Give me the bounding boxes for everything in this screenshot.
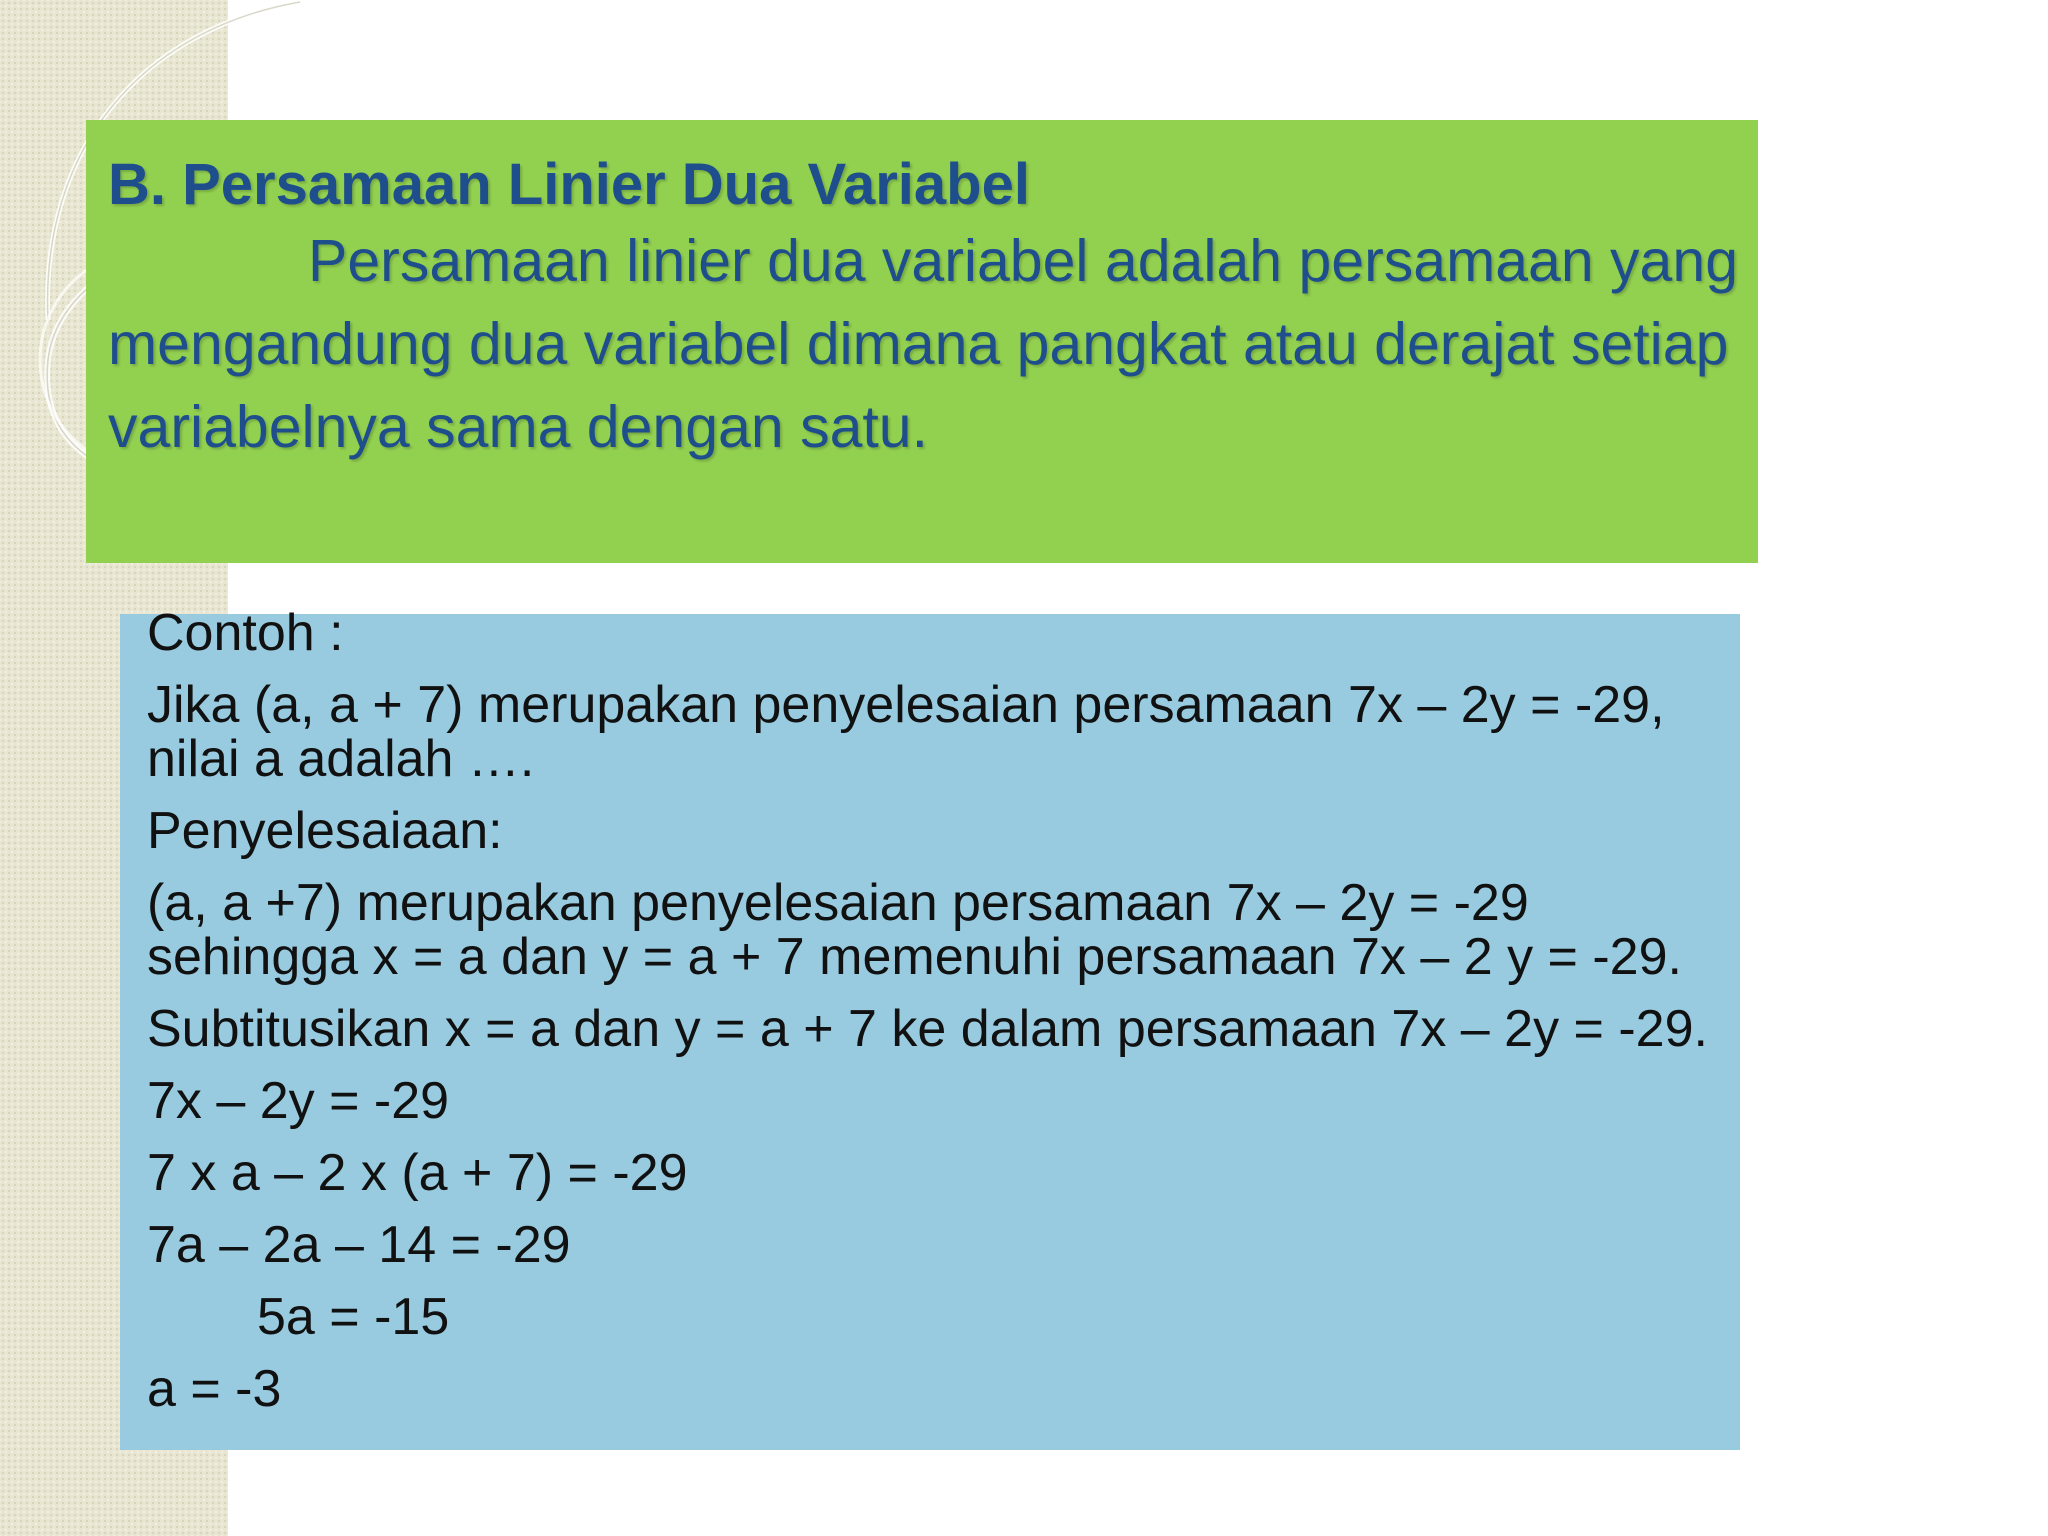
solution-step-1: (a, a +7) merupakan penyelesaian persamaan 7x – 2y = -29 sehingga x = a dan y = a + 7 memenuhi persamaan 7x – 2 y = -29. — [147, 874, 1682, 986]
example-question: Jika (a, a + 7) merupakan penyelesaian persamaan 7x – 2y = -29, nilai a adalah …. — [147, 676, 1665, 788]
example-label: Contoh : — [147, 604, 344, 662]
equation-5: a = -3 — [147, 1360, 282, 1418]
equation-4: 5a = -15 — [257, 1288, 450, 1346]
definition-text: Persamaan linier dua variabel adalah persamaan yang mengandung dua variabel dimana pangkat atau derajat setiap variabelnya sama dengan satu. — [108, 228, 1739, 460]
solution-label: Penyelesaiaan: — [147, 802, 503, 860]
slide-heading: B. Persamaan Linier Dua Variabel — [108, 152, 1030, 217]
equation-3: 7a – 2a – 14 = -29 — [147, 1216, 571, 1274]
title-box — [86, 120, 1758, 563]
example-content — [147, 606, 1727, 1434]
solution-step-2: Subtitusikan x = a dan y = a + 7 ke dalam persamaan 7x – 2y = -29. — [147, 1000, 1708, 1058]
equation-2: 7 x a – 2 x (a + 7) = -29 — [147, 1144, 688, 1202]
equation-1: 7x – 2y = -29 — [147, 1072, 450, 1130]
